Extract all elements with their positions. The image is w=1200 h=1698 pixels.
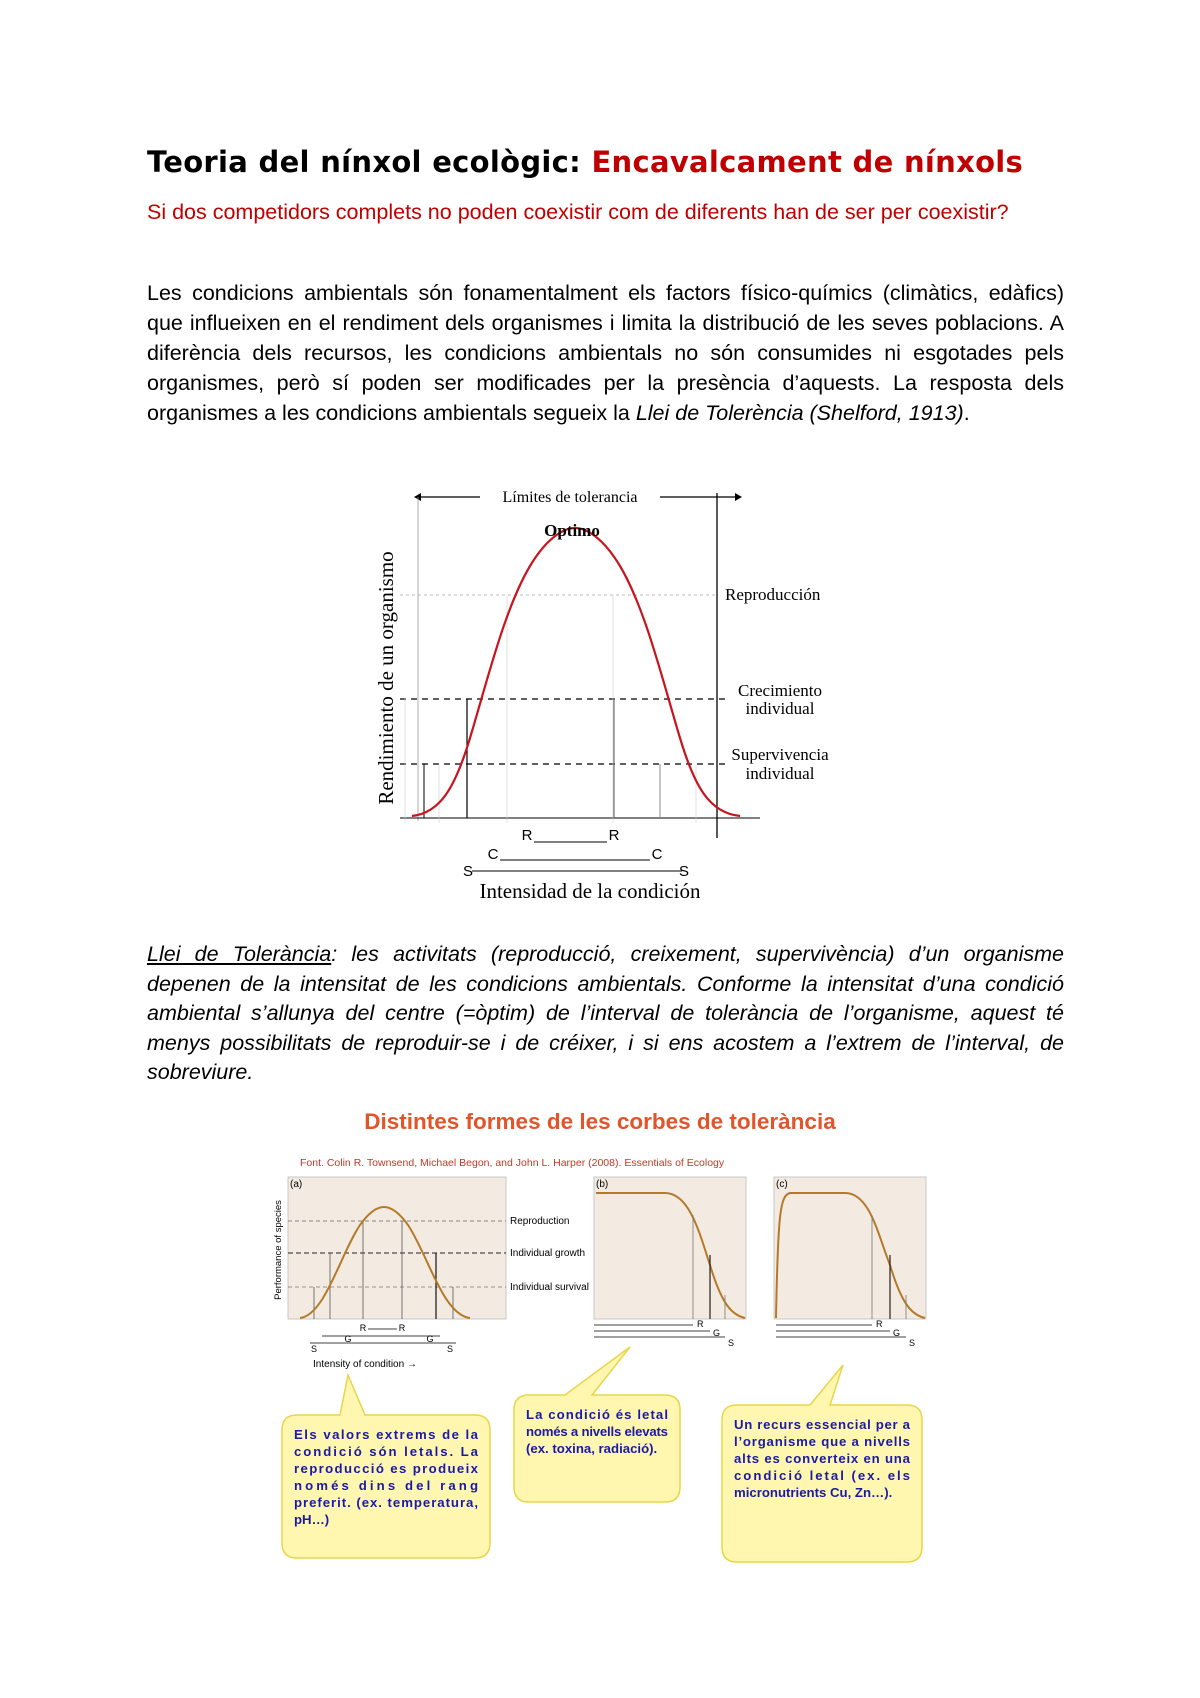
bubble-a-line-2: condició són letals. La (294, 1444, 478, 1459)
panel-b-r: R (697, 1319, 704, 1329)
c-right-label: C (651, 846, 663, 863)
panel-a-label: (a) (290, 1179, 303, 1190)
panel-a-frame (288, 1177, 506, 1319)
bubble-c-text (734, 1417, 911, 1500)
survival-label-1: Supervivencia (731, 745, 829, 764)
source-citation: Font. Colin R. Townsend, Michael Begon, and John L. Harper (2008). Essentials of Ecology (300, 1157, 725, 1169)
panel-b-label: (b) (596, 1179, 609, 1190)
limits-arrow-right (735, 493, 742, 501)
bubble-c-line-4: condició letal (ex. els (734, 1468, 910, 1483)
x-axis-label: Intensidad de la condición (479, 879, 701, 903)
growth-label-en: Individual growth (510, 1248, 586, 1259)
limits-label: Límites de tolerancia (502, 489, 638, 506)
bubble-b-line-1: La condició és letal (526, 1407, 668, 1422)
intro-paragraph (147, 278, 1064, 428)
s-left-label: S (462, 863, 474, 880)
bubble-c-line-1: Un recurs essencial per a (734, 1417, 910, 1432)
intro-question: Si dos competidors complets no poden coexistir com de diferents han de ser per coexistir? (147, 200, 1009, 224)
panel-c-s: S (909, 1338, 916, 1348)
survival-label-2: individual (745, 764, 815, 783)
panel-c-r: R (876, 1319, 883, 1329)
panel-a-g-left: G (344, 1334, 352, 1344)
panel-a-g-right: G (426, 1334, 434, 1344)
survival-label-en: Individual survival (510, 1282, 589, 1293)
tolerance-shapes-figure (270, 1155, 950, 1565)
panel-b-g: G (713, 1328, 721, 1338)
growth-label-2: individual (745, 699, 815, 718)
bubble-c-line-3: alts es converteix en una (734, 1451, 910, 1466)
bubble-c-line-5: micronutrients Cu, Zn…). (734, 1485, 893, 1500)
bubble-b-text (526, 1407, 668, 1456)
bubble-a-line-1: Els valors extrems de la (294, 1427, 478, 1442)
panel-a-r-right: R (398, 1323, 406, 1333)
bubble-a-line-5: preferit. (ex. temperatura, (294, 1495, 478, 1510)
title-black-part: Teoria del nínxol ecològic: (147, 145, 582, 179)
r-left-label: R (521, 827, 533, 844)
page-title (147, 145, 1023, 179)
bubble-a-line-6: pH…) (294, 1512, 330, 1527)
panel-b-s: S (728, 1338, 735, 1348)
y-axis-label: Rendimiento de un organismo (374, 551, 398, 805)
optimum-label: Optimo (544, 521, 600, 540)
bubble-a-line-3: reproducció es produeix (294, 1461, 478, 1476)
title-red-part: Encavalcament de nínxols (591, 145, 1024, 179)
reproduction-label: Reproducción (725, 585, 821, 604)
bubble-b-line-2: només a nivells elevats (526, 1424, 668, 1439)
tolerance-shapes-title: Distintes formes de les corbes de tolerància (364, 1109, 836, 1134)
tolerance-law-paragraph (147, 940, 1064, 1088)
paragraph-end: . (963, 401, 970, 425)
reproduction-label-en: Reproduction (510, 1216, 570, 1227)
tolerance-curve (412, 528, 740, 816)
s-right-label: S (678, 863, 690, 880)
panel-a-y-axis: Performance of species (273, 1200, 284, 1300)
tolerance-law-term: Llei de Tolerància (147, 942, 332, 966)
panel-a-s-right: S (446, 1344, 454, 1354)
bubble-a-line-4: només dins del rang (294, 1478, 478, 1493)
paragraph-text: Les condicions ambientals són fonamentalment els factors físico-químics (climàtics, edàfics) que influeixen en el rendiment dels organismes i limita la distribució de les seves poblacions. A diferència dels recursos, les condicions ambientals no són consumides ni esgotades pels organismes, però sí poden ser modificades per la presència d’aquests. La resposta dels organismes a les condicions ambientals segueix la (147, 281, 1064, 425)
limits-arrow-left (414, 493, 421, 501)
panel-a-s-left: S (310, 1344, 318, 1354)
panel-a-r-left: R (359, 1323, 367, 1333)
bubble-b-line-3: (ex. toxina, radiació). (526, 1441, 658, 1456)
paragraph-law-reference: Llei de Tolerència (Shelford, 1913) (635, 401, 964, 425)
panel-c-label: (c) (776, 1179, 788, 1190)
c-left-label: C (487, 846, 499, 863)
tolerance-figure (360, 478, 860, 910)
tolerance-law-text: : les activitats (reproducció, creixement, supervivència) d’un organisme depenen de la intensitat de les condicions ambientals. Conforme la intensitat d’una condició ambiental s’allunya del centre (=òptim) de l’interval de tolerància de l’organisme, aquest té menys possibilitats de reproduir-se i de créixer, i si ens acostem a l’extrem de l’interval, de sobreviure. (147, 942, 1064, 1084)
x-axis-label-en: Intensity of condition → (313, 1359, 417, 1370)
bubble-c-line-2: l’organisme que a nivells (734, 1434, 910, 1449)
growth-label-1: Crecimiento (737, 681, 823, 700)
r-right-label: R (608, 827, 620, 844)
panel-c-g: G (893, 1328, 901, 1338)
